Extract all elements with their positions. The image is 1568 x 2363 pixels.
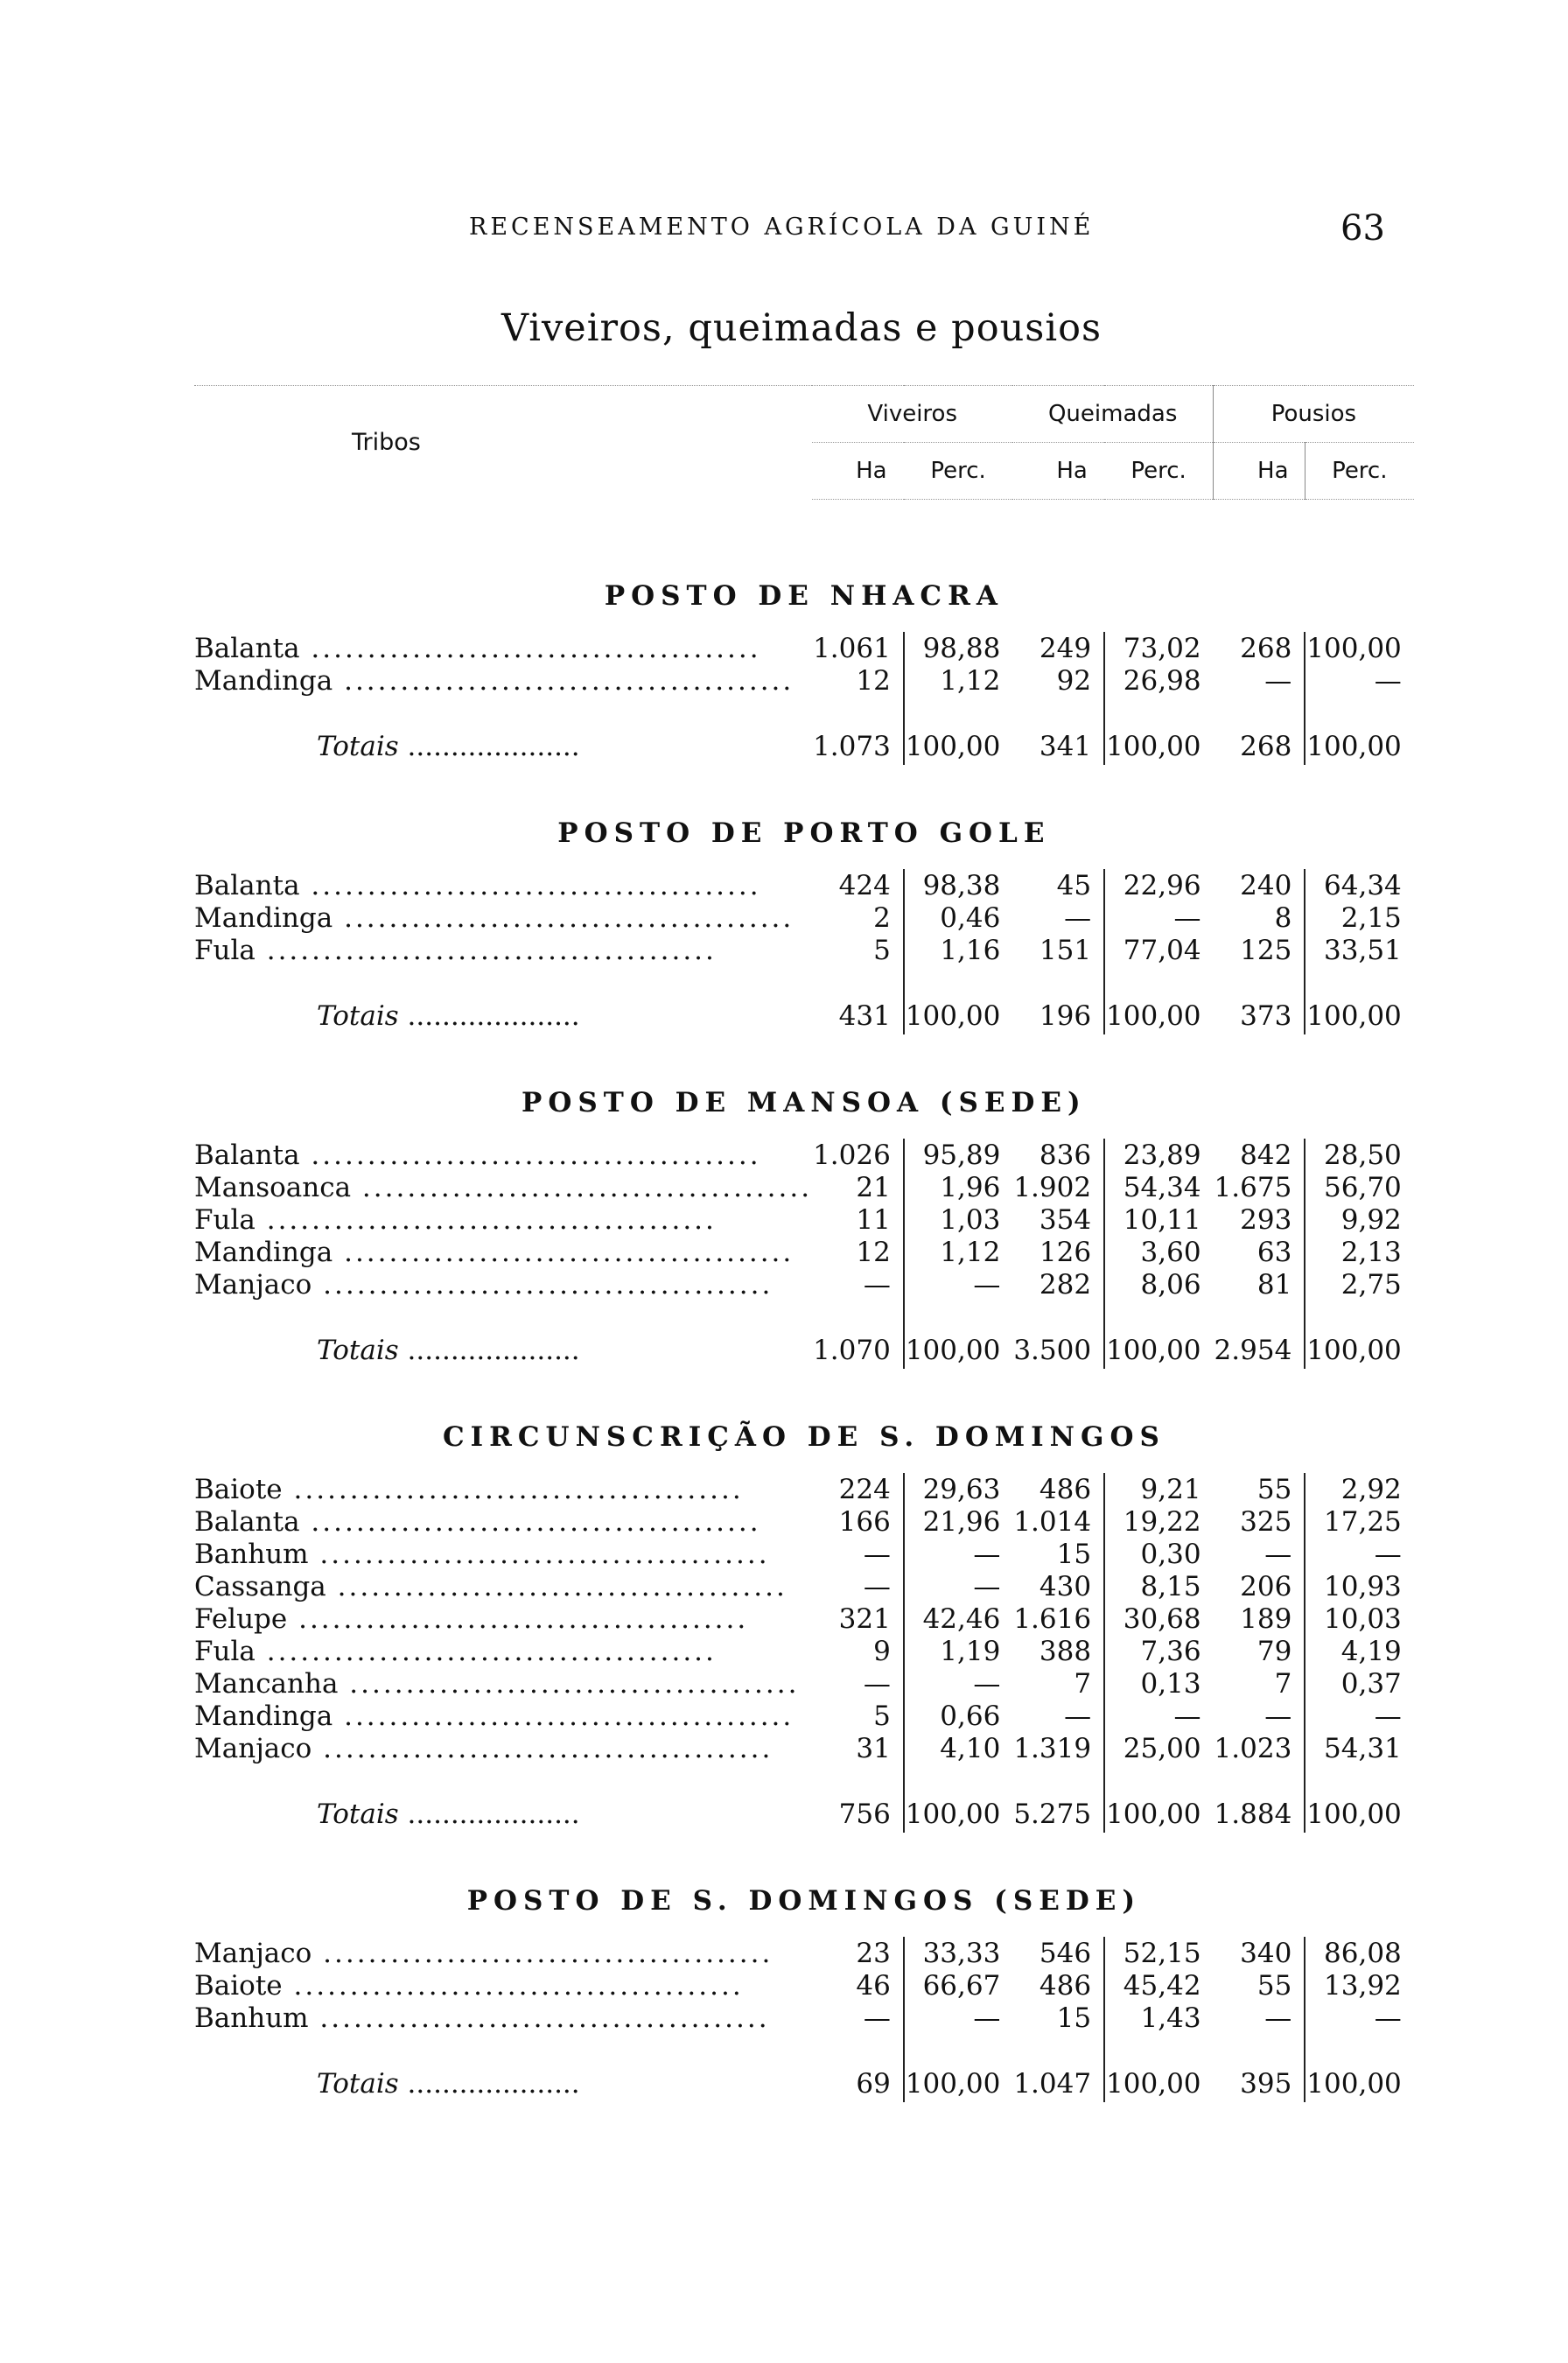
value-cell: 11 <box>812 1203 904 1236</box>
value-cell: 282 <box>1012 1268 1104 1301</box>
tribe-name: Banhum <box>194 1538 309 1570</box>
tribe-name: Felupe <box>194 1602 288 1635</box>
value-cell: 0,37 <box>1340 1667 1402 1700</box>
totals-row <box>194 1332 1414 1369</box>
tribe-name: Fula <box>194 934 256 966</box>
table-row <box>194 1937 1414 1969</box>
page-title: Viveiros, queimadas e pousios <box>500 306 1102 350</box>
value-cell: 26,98 <box>1123 664 1201 697</box>
tribe-cell: Banhum ........................................ <box>194 1538 770 1570</box>
value-cell: 7 <box>1012 1667 1104 1700</box>
value-cell: 98,88 <box>922 632 1001 664</box>
total-value-cell: 268 <box>1214 728 1306 765</box>
total-value-cell: 395 <box>1214 2065 1306 2102</box>
table-row <box>194 1236 1414 1268</box>
value-cell: 45,42 <box>1123 1969 1201 2002</box>
tribe-name: Mandinga <box>194 1700 333 1732</box>
value-cell: — <box>812 1570 904 1602</box>
table-row <box>194 1969 1414 2002</box>
value-cell: 29,63 <box>922 1473 1001 1505</box>
value-cell: 7 <box>1214 1667 1306 1700</box>
value-cell: 3,60 <box>1140 1236 1201 1268</box>
value-cell: 12 <box>812 1236 904 1268</box>
value-cell: 206 <box>1214 1570 1306 1602</box>
value-cell: — <box>1173 901 1201 934</box>
total-value-cell: 69 <box>812 2065 904 2102</box>
value-cell: — <box>1012 1700 1104 1732</box>
value-cell: 81 <box>1214 1268 1306 1301</box>
tribe-name: Balanta <box>194 869 300 901</box>
value-cell: — <box>1173 1700 1201 1732</box>
value-cell: 46 <box>812 1969 904 2002</box>
total-value-cell: 373 <box>1214 998 1306 1034</box>
totals-label: Totais <box>317 1000 399 1032</box>
value-cell: — <box>812 2002 904 2034</box>
value-cell: 486 <box>1012 1969 1104 2002</box>
value-cell: — <box>973 2002 1001 2034</box>
total-value-cell: 100,00 <box>1106 731 1201 762</box>
totals-cell: Totais .................... <box>317 731 580 762</box>
value-cell: 23 <box>812 1937 904 1969</box>
value-cell: 9,21 <box>1140 1473 1201 1505</box>
tribe-cell: Balanta ........................................ <box>194 1505 761 1538</box>
tribe-cell: Mancanha ........................................ <box>194 1667 800 1700</box>
value-cell: 15 <box>1012 2002 1104 2034</box>
table-row <box>194 1268 1414 1301</box>
value-cell: 354 <box>1012 1203 1104 1236</box>
table-row <box>194 2002 1414 2034</box>
total-value-cell: 1.047 <box>1012 2065 1104 2102</box>
value-cell: 10,03 <box>1324 1602 1402 1635</box>
table-row <box>194 1139 1414 1171</box>
totals-row <box>194 2065 1414 2102</box>
total-value-cell: 100,00 <box>905 731 1001 762</box>
totals-cell: Totais .................... <box>317 1000 580 1032</box>
value-cell: 9 <box>812 1635 904 1667</box>
table-row <box>194 1700 1414 1732</box>
column-group-pousios: Pousios <box>1214 386 1414 443</box>
value-cell: 0,13 <box>1140 1667 1201 1700</box>
page-number: 63 <box>1340 208 1385 249</box>
value-cell: — <box>812 1538 904 1570</box>
value-cell: 1,43 <box>1140 2002 1201 2034</box>
table-section <box>194 1833 1414 2102</box>
total-value-cell: 1.073 <box>812 728 904 765</box>
value-cell: — <box>1214 2002 1306 2034</box>
table-row <box>194 1171 1414 1203</box>
value-cell: — <box>1012 901 1104 934</box>
total-value-cell: 2.954 <box>1214 1332 1306 1369</box>
tribe-cell: Mandinga ........................................ <box>194 664 794 697</box>
total-value-cell: 100,00 <box>1306 1799 1402 1830</box>
table-row <box>194 901 1414 934</box>
value-cell: 13,92 <box>1324 1969 1402 2002</box>
total-value-cell: 100,00 <box>1306 1335 1402 1366</box>
value-cell: — <box>973 1268 1001 1301</box>
value-cell: — <box>1374 1700 1402 1732</box>
value-cell: 321 <box>812 1602 904 1635</box>
table-row <box>194 1473 1414 1505</box>
table-section <box>194 765 1414 1034</box>
value-cell: 0,46 <box>940 901 1001 934</box>
total-value-cell: 100,00 <box>905 1000 1001 1032</box>
value-cell: 21,96 <box>922 1505 1001 1538</box>
tribe-cell: Felupe ........................................ <box>194 1602 749 1635</box>
value-cell: 22,96 <box>1123 869 1201 901</box>
value-cell: 63 <box>1214 1236 1306 1268</box>
value-cell: 55 <box>1214 1969 1306 2002</box>
table-row <box>194 1732 1414 1764</box>
value-cell: — <box>1214 664 1306 697</box>
tribe-name: Banhum <box>194 2002 309 2034</box>
value-cell: 56,70 <box>1324 1171 1402 1203</box>
value-cell: 55 <box>1214 1473 1306 1505</box>
value-cell: 8,06 <box>1140 1268 1201 1301</box>
section-title: CIRCUNSCRIÇÃO DE S. DOMINGOS <box>442 1421 1166 1453</box>
value-cell: 189 <box>1214 1602 1306 1635</box>
total-value-cell: 100,00 <box>1106 1000 1201 1032</box>
tribe-cell: Mandinga ........................................ <box>194 1236 794 1268</box>
total-value-cell: 100,00 <box>1306 731 1402 762</box>
value-cell: — <box>1374 1538 1402 1570</box>
value-cell: 42,46 <box>922 1602 1001 1635</box>
value-cell: 836 <box>1012 1139 1104 1171</box>
value-cell: — <box>973 1667 1001 1700</box>
value-cell: 430 <box>1012 1570 1104 1602</box>
table-row <box>194 1505 1414 1538</box>
value-cell: 95,89 <box>922 1139 1001 1171</box>
value-cell: 23,89 <box>1123 1139 1201 1171</box>
value-cell: 10,11 <box>1123 1203 1201 1236</box>
totals-label: Totais <box>317 1799 399 1830</box>
table-section <box>194 500 1414 766</box>
tribe-cell: Cassanga ........................................ <box>194 1570 788 1602</box>
value-cell: 1,96 <box>940 1171 1001 1203</box>
tribe-name: Balanta <box>194 1505 300 1538</box>
column-header-perc: Perc. <box>904 443 1012 500</box>
total-value-cell: 756 <box>812 1796 904 1833</box>
tribe-name: Mandinga <box>194 1236 333 1268</box>
tribe-cell: Fula ........................................ <box>194 1203 717 1236</box>
value-cell: — <box>973 1538 1001 1570</box>
value-cell: 1,12 <box>940 664 1001 697</box>
value-cell: 2,92 <box>1340 1473 1402 1505</box>
table-row <box>194 1667 1414 1700</box>
value-cell: 19,22 <box>1123 1505 1201 1538</box>
value-cell: 1.319 <box>1012 1732 1104 1764</box>
value-cell: 546 <box>1012 1937 1104 1969</box>
column-header-ha: Ha <box>1012 443 1104 500</box>
tribe-name: Balanta <box>194 632 300 664</box>
value-cell: 21 <box>812 1171 904 1203</box>
tribe-name: Mandinga <box>194 901 333 934</box>
total-value-cell: 100,00 <box>905 2068 1001 2100</box>
total-value-cell: 1.070 <box>812 1332 904 1369</box>
tribe-name: Cassanga <box>194 1570 326 1602</box>
tribe-name: Manjaco <box>194 1937 312 1969</box>
totals-cell: Totais .................... <box>317 1799 580 1830</box>
value-cell: — <box>812 1268 904 1301</box>
tribe-name: Mandinga <box>194 664 333 697</box>
value-cell: — <box>812 1667 904 1700</box>
total-value-cell: 341 <box>1012 728 1104 765</box>
tribe-cell: Mansoanca ........................................ <box>194 1171 813 1203</box>
section-title: POSTO DE NHACRA <box>604 580 1004 612</box>
value-cell: 1,16 <box>940 934 1001 966</box>
table-row <box>194 1203 1414 1236</box>
value-cell: 1,03 <box>940 1203 1001 1236</box>
total-value-cell: 100,00 <box>905 1799 1001 1830</box>
tribe-name: Baiote <box>194 1969 283 2002</box>
tribe-cell: Fula ........................................ <box>194 934 717 966</box>
value-cell: 25,00 <box>1123 1732 1201 1764</box>
table-section <box>194 1369 1414 1833</box>
tribe-name: Balanta <box>194 1139 300 1171</box>
totals-cell: Totais .................... <box>317 1335 580 1366</box>
total-value-cell: 100,00 <box>1306 2068 1402 2100</box>
column-group-queimadas: Queimadas <box>1012 386 1213 443</box>
value-cell: 1.061 <box>812 632 904 664</box>
total-value-cell: 100,00 <box>1106 1799 1201 1830</box>
total-value-cell: 431 <box>812 998 904 1034</box>
total-value-cell: 100,00 <box>1106 2068 1201 2100</box>
tribe-cell: Baiote ........................................ <box>194 1969 744 2002</box>
total-value-cell: 5.275 <box>1012 1796 1104 1833</box>
tribe-cell: Balanta ........................................ <box>194 869 761 901</box>
value-cell: 0,30 <box>1140 1538 1201 1570</box>
value-cell: 2,15 <box>1340 901 1402 934</box>
value-cell: 249 <box>1012 632 1104 664</box>
value-cell: 4,19 <box>1340 1635 1402 1667</box>
value-cell: 224 <box>812 1473 904 1505</box>
totals-row <box>194 728 1414 765</box>
section-title: POSTO DE S. DOMINGOS (SEDE) <box>466 1885 1142 1917</box>
value-cell: 31 <box>812 1732 904 1764</box>
value-cell: 240 <box>1214 869 1306 901</box>
total-value-cell: 100,00 <box>905 1335 1001 1366</box>
total-value-cell: 1.884 <box>1214 1796 1306 1833</box>
totals-cell: Totais .................... <box>317 2068 580 2100</box>
value-cell: 92 <box>1012 664 1104 697</box>
section-title: POSTO DE PORTO GOLE <box>557 817 1051 849</box>
value-cell: 45 <box>1012 869 1104 901</box>
value-cell: 54,34 <box>1123 1171 1201 1203</box>
value-cell: 1.014 <box>1012 1505 1104 1538</box>
tribe-cell: Balanta ........................................ <box>194 1139 761 1171</box>
value-cell: 486 <box>1012 1473 1104 1505</box>
column-header-tribos: Tribos <box>194 386 812 500</box>
tribe-cell: Manjaco ........................................ <box>194 1268 774 1301</box>
table-header <box>194 386 1414 500</box>
table-row <box>194 1602 1414 1635</box>
value-cell: 77,04 <box>1123 934 1201 966</box>
value-cell: — <box>1374 664 1402 697</box>
tribe-cell: Mandinga ........................................ <box>194 1700 794 1732</box>
value-cell: — <box>1214 1700 1306 1732</box>
value-cell: 340 <box>1214 1937 1306 1969</box>
value-cell: 388 <box>1012 1635 1104 1667</box>
value-cell: — <box>1214 1538 1306 1570</box>
value-cell: 86,08 <box>1324 1937 1402 1969</box>
total-value-cell: 3.500 <box>1012 1332 1104 1369</box>
value-cell: 17,25 <box>1324 1505 1402 1538</box>
value-cell: 293 <box>1214 1203 1306 1236</box>
table-row <box>194 1538 1414 1570</box>
value-cell: 100,00 <box>1306 632 1402 664</box>
value-cell: 64,34 <box>1324 869 1402 901</box>
table-row <box>194 934 1414 966</box>
value-cell: 1.675 <box>1214 1171 1306 1203</box>
section-title: POSTO DE MANSOA (SEDE) <box>522 1087 1087 1118</box>
total-value-cell: 100,00 <box>1106 1335 1201 1366</box>
tribe-name: Fula <box>194 1635 256 1667</box>
totals-row <box>194 1796 1414 1833</box>
column-header-perc: Perc. <box>1104 443 1213 500</box>
total-value-cell: 100,00 <box>1306 1000 1402 1032</box>
table-row <box>194 1570 1414 1602</box>
value-cell: 5 <box>812 934 904 966</box>
tribe-cell: Manjaco ........................................ <box>194 1732 774 1764</box>
value-cell: 125 <box>1214 934 1306 966</box>
value-cell: 10,93 <box>1324 1570 1402 1602</box>
value-cell: — <box>1374 2002 1402 2034</box>
value-cell: 424 <box>812 869 904 901</box>
table-section <box>194 1034 1414 1369</box>
table-row <box>194 632 1414 664</box>
value-cell: 12 <box>812 664 904 697</box>
value-cell: 151 <box>1012 934 1104 966</box>
tribe-cell: Fula ........................................ <box>194 1635 717 1667</box>
value-cell: 1.902 <box>1012 1171 1104 1203</box>
tribe-name: Baiote <box>194 1473 283 1505</box>
tribe-cell: Banhum ........................................ <box>194 2002 770 2034</box>
value-cell: 126 <box>1012 1236 1104 1268</box>
value-cell: 15 <box>1012 1538 1104 1570</box>
column-group-viveiros: Viveiros <box>812 386 1012 443</box>
value-cell: 54,31 <box>1324 1732 1402 1764</box>
value-cell: 0,66 <box>940 1700 1001 1732</box>
tribe-name: Mancanha <box>194 1667 339 1700</box>
value-cell: 28,50 <box>1324 1139 1402 1171</box>
value-cell: 30,68 <box>1123 1602 1201 1635</box>
totals-label: Totais <box>317 2068 399 2100</box>
data-table <box>194 385 1414 2102</box>
value-cell: 33,51 <box>1324 934 1402 966</box>
value-cell: 325 <box>1214 1505 1306 1538</box>
value-cell: 7,36 <box>1140 1635 1201 1667</box>
value-cell: 842 <box>1214 1139 1306 1171</box>
column-header-perc: Perc. <box>1305 443 1413 500</box>
column-header-ha: Ha <box>812 443 904 500</box>
value-cell: 2,75 <box>1340 1268 1402 1301</box>
tribe-name: Fula <box>194 1203 256 1236</box>
value-cell: 79 <box>1214 1635 1306 1667</box>
tribe-cell: Manjaco ........................................ <box>194 1937 774 1969</box>
tribe-cell: Balanta ........................................ <box>194 632 761 664</box>
totals-label: Totais <box>317 1335 399 1366</box>
value-cell: 8,15 <box>1140 1570 1201 1602</box>
total-value-cell: 196 <box>1012 998 1104 1034</box>
tribe-name: Manjaco <box>194 1268 312 1301</box>
value-cell: 5 <box>812 1700 904 1732</box>
value-cell: 1.616 <box>1012 1602 1104 1635</box>
value-cell: 1.026 <box>812 1139 904 1171</box>
value-cell: 66,67 <box>922 1969 1001 2002</box>
value-cell: 98,38 <box>922 869 1001 901</box>
value-cell: 1.023 <box>1214 1732 1306 1764</box>
tribe-name: Mansoanca <box>194 1171 352 1203</box>
value-cell: 268 <box>1214 632 1306 664</box>
value-cell: 33,33 <box>922 1937 1001 1969</box>
value-cell: 8 <box>1214 901 1306 934</box>
value-cell: 4,10 <box>940 1732 1001 1764</box>
value-cell: 73,02 <box>1123 632 1201 664</box>
running-header: RECENSEAMENTO AGRÍCOLA DA GUINÉ <box>469 214 1095 241</box>
table-row <box>194 664 1414 697</box>
tribe-cell: Baiote ........................................ <box>194 1473 744 1505</box>
tribe-cell: Mandinga ........................................ <box>194 901 794 934</box>
value-cell: 2 <box>812 901 904 934</box>
value-cell: 1,12 <box>940 1236 1001 1268</box>
value-cell: — <box>973 1570 1001 1602</box>
table-row <box>194 1635 1414 1667</box>
totals-label: Totais <box>317 731 399 762</box>
value-cell: 52,15 <box>1123 1937 1201 1969</box>
value-cell: 9,92 <box>1340 1203 1402 1236</box>
column-header-ha: Ha <box>1214 443 1306 500</box>
value-cell: 166 <box>812 1505 904 1538</box>
totals-row <box>194 998 1414 1034</box>
table-row <box>194 869 1414 901</box>
tribe-name: Manjaco <box>194 1732 312 1764</box>
value-cell: 1,19 <box>940 1635 1001 1667</box>
value-cell: 2,13 <box>1340 1236 1402 1268</box>
